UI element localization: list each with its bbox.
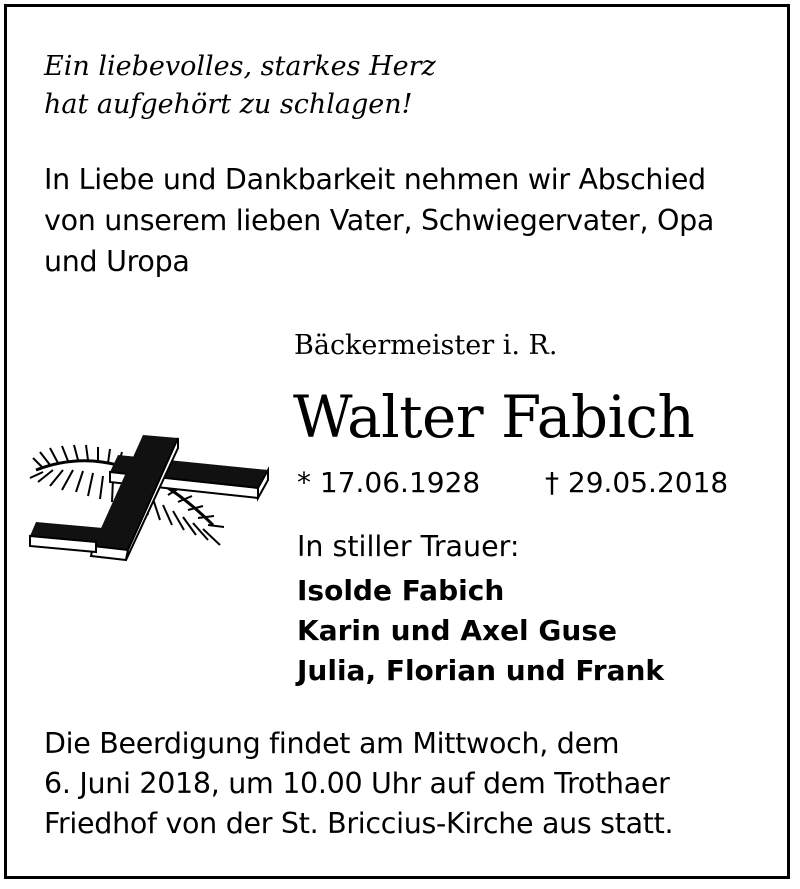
deceased-name: Walter Fabich [293, 383, 695, 451]
intro-line: von unserem lieben Vater, Schwiegervater, Opa [44, 204, 715, 237]
mourning-label: In stiller Trauer: [297, 530, 520, 563]
mourners-list [297, 571, 664, 691]
funeral-line: 6. Juni 2018, um 10.00 Uhr auf dem Trothaer [44, 767, 670, 800]
life-dates [297, 466, 729, 499]
funeral-line: Friedhof von der St. Briccius-Kirche aus statt. [44, 807, 674, 840]
motto [44, 48, 436, 124]
death-date: † 29.05.2018 [545, 466, 729, 499]
cross-with-palm-frond-icon [28, 430, 278, 565]
funeral-info [44, 724, 673, 844]
birth-date: * 17.06.1928 [297, 466, 481, 499]
mourner-name: Isolde Fabich [297, 574, 505, 607]
funeral-line: Die Beerdigung findet am Mittwoch, dem [44, 727, 620, 760]
motto-line: Ein liebevolles, starkes Herz [44, 51, 436, 82]
occupation: Bäckermeister i. R. [294, 330, 558, 361]
mourner-name: Julia, Florian und Frank [297, 654, 665, 687]
intro-line: und Uropa [44, 245, 190, 278]
motto-line: hat aufgehört zu schlagen! [44, 89, 413, 120]
intro-text [44, 159, 714, 282]
intro-line: In Liebe und Dankbarkeit nehmen wir Abschied [44, 163, 706, 196]
mourner-name: Karin und Axel Guse [297, 614, 617, 647]
